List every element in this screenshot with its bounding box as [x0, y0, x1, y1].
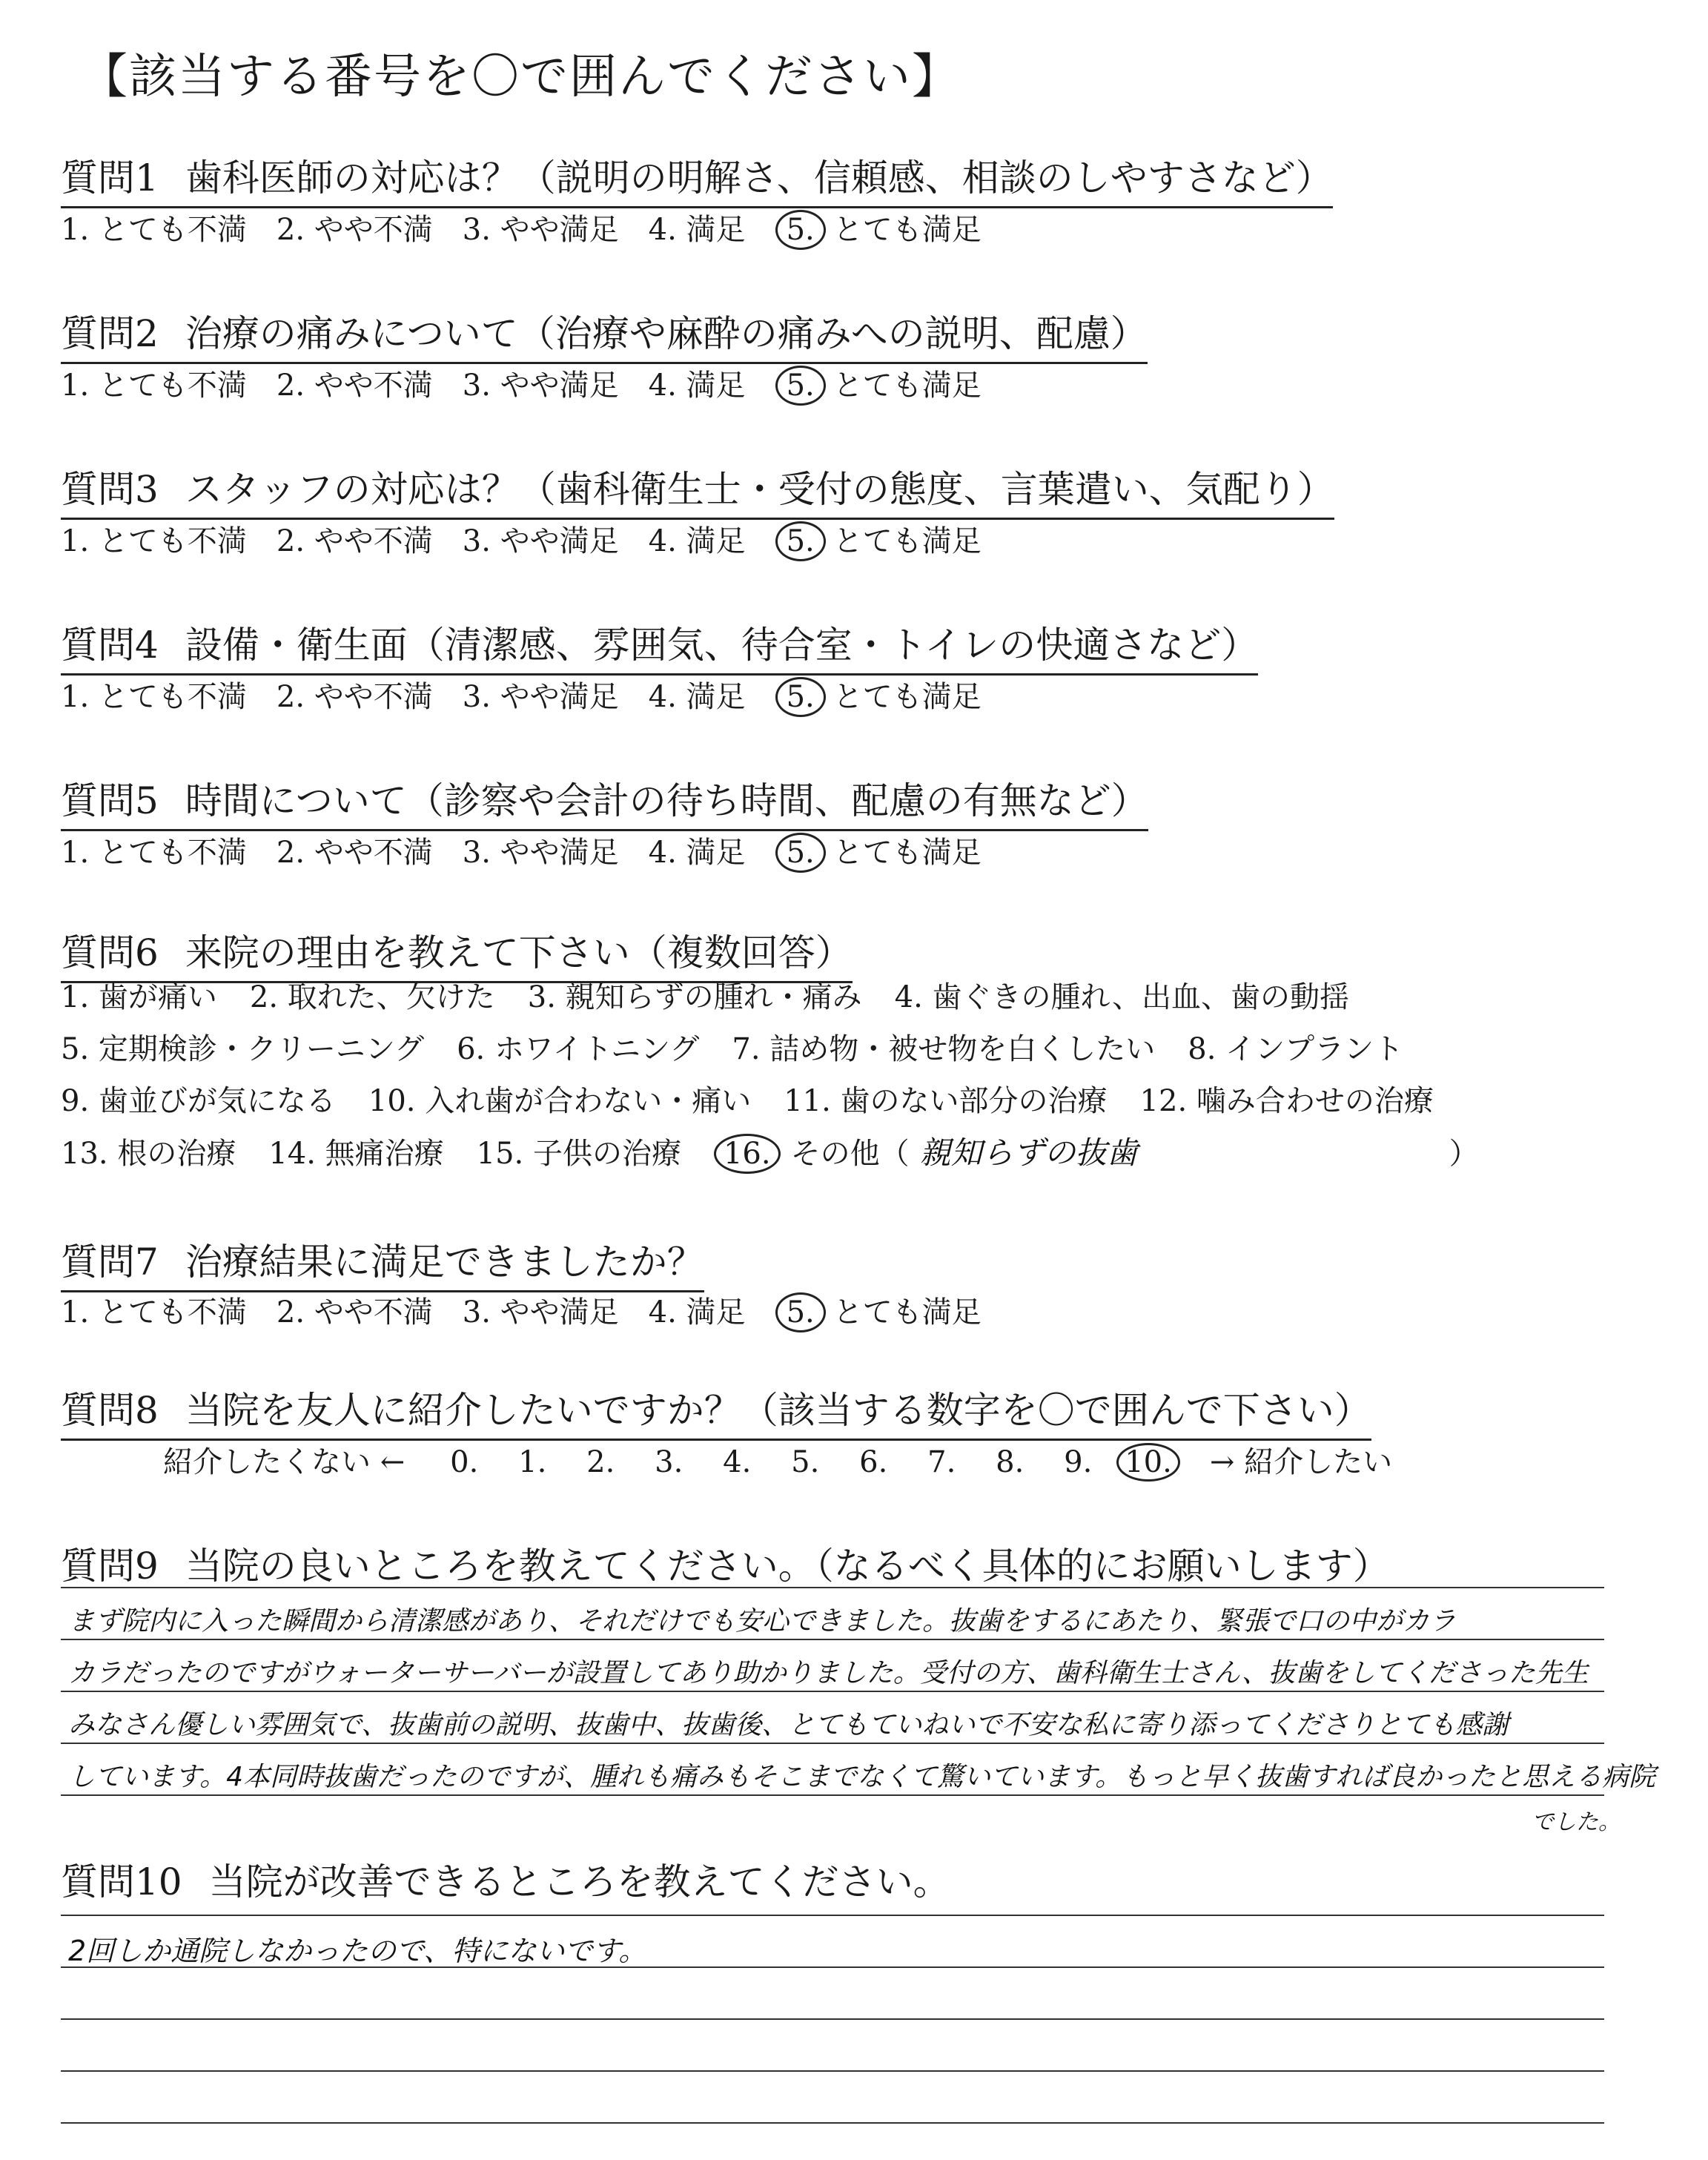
question-number: 質問9: [61, 1545, 159, 1588]
question-8: [61, 1381, 1371, 1441]
option-1[interactable]: 1. とても不満: [61, 213, 247, 247]
reason-15[interactable]: 15. 子供の治療: [476, 1137, 681, 1171]
reason-2[interactable]: 2. 取れた、欠けた: [249, 980, 495, 1014]
scale-10-circled[interactable]: 10.: [1116, 1443, 1180, 1482]
question-text: 時間について（診察や会計の待ち時間、配慮の有無など）: [185, 779, 1148, 822]
reason-9[interactable]: 9. 歯並びが気になる: [61, 1084, 336, 1118]
scale-0[interactable]: 0.: [450, 1445, 479, 1479]
option-2[interactable]: 2. やや不満: [276, 524, 433, 558]
reason-11[interactable]: 11. 歯のない部分の治療: [784, 1084, 1108, 1118]
option-1[interactable]: 1. とても不満: [61, 836, 247, 870]
question-text: 治療の痛みについて（治療や麻酔の痛みへの説明、配慮）: [185, 312, 1148, 355]
option-5-label: とても満足: [833, 836, 982, 870]
reason-16-answer[interactable]: 親知らずの抜歯: [919, 1135, 1138, 1171]
scale-right-label: → 紹介したい: [1209, 1445, 1393, 1479]
answer-line: [61, 2122, 1604, 2124]
question-2-options: [61, 362, 982, 406]
option-3[interactable]: 3. やや満足: [462, 1295, 619, 1330]
answer-line: [61, 1587, 1604, 1588]
option-1[interactable]: 1. とても不満: [61, 1295, 247, 1330]
option-3[interactable]: 3. やや満足: [462, 524, 619, 558]
question-5: [61, 771, 1148, 831]
option-1[interactable]: 1. とても不満: [61, 680, 247, 714]
scale-7[interactable]: 7.: [927, 1445, 956, 1479]
question-text: 設備・衛生面（清潔感、雰囲気、待合室・トイレの快適さなど）: [185, 624, 1259, 667]
option-5-circled[interactable]: 5.: [775, 521, 826, 561]
option-5-label: とても満足: [833, 213, 982, 247]
option-1[interactable]: 1. とても不満: [61, 524, 247, 558]
question-number: 質問6: [61, 931, 159, 974]
option-5-circled[interactable]: 5.: [775, 677, 826, 717]
reason-13[interactable]: 13. 根の治療: [61, 1137, 236, 1171]
comment-10-line-1[interactable]: 2回しか通院しなかったので、特にないです。: [68, 1935, 647, 1967]
question-number: 質問8: [61, 1389, 159, 1432]
question-number: 質問7: [61, 1241, 159, 1284]
reason-5[interactable]: 5. 定期検診・クリーニング: [61, 1032, 425, 1066]
question-text: 当院を友人に紹介したいですか？（該当する数字を〇で囲んで下さい）: [185, 1389, 1371, 1432]
option-5-label: とても満足: [833, 524, 982, 558]
answer-line: [61, 1794, 1604, 1796]
option-5-label: とても満足: [833, 369, 982, 403]
scale-3[interactable]: 3.: [655, 1445, 683, 1479]
scale-1[interactable]: 1.: [518, 1445, 547, 1479]
option-1[interactable]: 1. とても不満: [61, 369, 247, 403]
question-7-options: [61, 1289, 982, 1332]
option-2[interactable]: 2. やや不満: [276, 680, 433, 714]
question-10: [61, 1852, 950, 1910]
question-number: 質問3: [61, 468, 159, 511]
question-text: スタッフの対応は？（歯科衛生士・受付の態度、言葉遣い、気配り）: [185, 468, 1334, 511]
answer-line: [61, 1639, 1604, 1640]
question-6-reasons: [61, 971, 1512, 1180]
option-2[interactable]: 2. やや不満: [276, 836, 433, 870]
option-3[interactable]: 3. やや満足: [462, 213, 619, 247]
question-5-options: [61, 829, 982, 873]
scale-6[interactable]: 6.: [859, 1445, 888, 1479]
option-4[interactable]: 4. 満足: [648, 1295, 746, 1330]
option-4[interactable]: 4. 満足: [648, 836, 746, 870]
comment-9-line-4[interactable]: しています。4本同時抜歯だったのですが、腫れも痛みもそこまでなくて驚いています。もっと早く抜歯すれば良かったと思える病院: [68, 1762, 1656, 1792]
question-number: 質問5: [61, 779, 159, 822]
option-3[interactable]: 3. やや満足: [462, 369, 619, 403]
question-text: 歯科医師の対応は？（説明の明解さ、信頼感、相談のしやすさなど）: [185, 156, 1333, 199]
option-2[interactable]: 2. やや不満: [276, 1295, 433, 1330]
question-number: 質問1: [61, 156, 159, 199]
option-5-circled[interactable]: 5.: [775, 210, 826, 250]
option-2[interactable]: 2. やや不満: [276, 213, 433, 247]
question-text: 治療結果に満足できましたか？: [185, 1241, 704, 1284]
answer-line: [61, 1743, 1604, 1744]
reason-4[interactable]: 4. 歯ぐきの腫れ、出血、歯の動揺: [894, 980, 1349, 1014]
question-9: [61, 1536, 1390, 1594]
option-2[interactable]: 2. やや不満: [276, 369, 433, 403]
scale-8[interactable]: 8.: [996, 1445, 1025, 1479]
question-text: 当院の良いところを教えてください。（なるべく具体的にお願いします）: [185, 1545, 1390, 1588]
comment-9-line-3[interactable]: みなさん優しい雰囲気で、抜歯前の説明、抜歯中、抜歯後、とてもていねいで不安な私に寄り添ってくださりとても感謝: [68, 1710, 1509, 1740]
question-text: 当院が改善できるところを教えてください。: [208, 1860, 950, 1903]
option-4[interactable]: 4. 満足: [648, 680, 746, 714]
reason-10[interactable]: 10. 入れ歯が合わない・痛い: [368, 1084, 752, 1118]
reason-16-circled[interactable]: 16.: [714, 1134, 781, 1174]
reason-6[interactable]: 6. ホワイトニング: [457, 1032, 700, 1066]
reason-16-close: ）: [1449, 1137, 1479, 1171]
option-5-circled[interactable]: 5.: [775, 833, 826, 873]
question-4-options: [61, 673, 982, 717]
answer-line: [61, 2018, 1604, 2020]
reason-8[interactable]: 8. インプラント: [1188, 1032, 1404, 1066]
question-3-options: [61, 518, 982, 561]
comment-9-line-5[interactable]: でした。: [1532, 1809, 1621, 1835]
question-1-options: [61, 206, 982, 250]
question-text: 来院の理由を教えて下さい（複数回答）: [185, 931, 853, 974]
question-4: [61, 615, 1258, 676]
option-4[interactable]: 4. 満足: [648, 369, 746, 403]
answer-line: [61, 2070, 1604, 2072]
recommend-scale: [163, 1439, 1392, 1482]
option-4[interactable]: 4. 満足: [648, 213, 746, 247]
option-4[interactable]: 4. 満足: [648, 524, 746, 558]
option-5-label: とても満足: [833, 680, 982, 714]
question-number: 質問10: [61, 1860, 182, 1903]
option-3[interactable]: 3. やや満足: [462, 836, 619, 870]
question-2: [61, 304, 1148, 364]
scale-left-label: 紹介したくない ←: [163, 1445, 406, 1479]
comment-9-line-1[interactable]: まず院内に入った瞬間から清潔感があり、それだけでも安心できました。抜歯をするにあたり、緊張で口の中がカラ: [68, 1606, 1457, 1636]
reason-16-label: その他（: [790, 1137, 910, 1171]
question-number: 質問4: [61, 624, 159, 667]
scale-5[interactable]: 5.: [791, 1445, 820, 1479]
option-3[interactable]: 3. やや満足: [462, 680, 619, 714]
question-1: [61, 148, 1333, 208]
reason-7[interactable]: 7. 詰め物・被せ物を白くしたい: [732, 1032, 1156, 1066]
scale-4[interactable]: 4.: [723, 1445, 752, 1479]
comment-9-line-2[interactable]: カラだったのですがウォーターサーバーが設置してあり助かりました。受付の方、歯科衛生士さん、抜歯をしてくださった先生: [68, 1658, 1589, 1688]
answer-line: [61, 1915, 1604, 1916]
scale-9[interactable]: 9.: [1064, 1445, 1093, 1479]
option-5-circled[interactable]: 5.: [775, 1292, 826, 1332]
answer-line: [61, 1691, 1604, 1692]
option-5-label: とても満足: [833, 1295, 982, 1330]
page-title: 【該当する番号を〇で囲んでください】: [80, 50, 961, 105]
reason-12[interactable]: 12. 噛み合わせの治療: [1139, 1084, 1434, 1118]
question-3: [61, 460, 1334, 520]
reason-3[interactable]: 3. 親知らずの腫れ・痛み: [527, 980, 862, 1014]
question-7: [61, 1232, 704, 1292]
reason-14[interactable]: 14. 無痛治療: [268, 1137, 444, 1171]
reason-1[interactable]: 1. 歯が痛い: [61, 980, 217, 1014]
question-number: 質問2: [61, 312, 159, 355]
scale-2[interactable]: 2.: [586, 1445, 615, 1479]
option-5-circled[interactable]: 5.: [775, 366, 826, 406]
